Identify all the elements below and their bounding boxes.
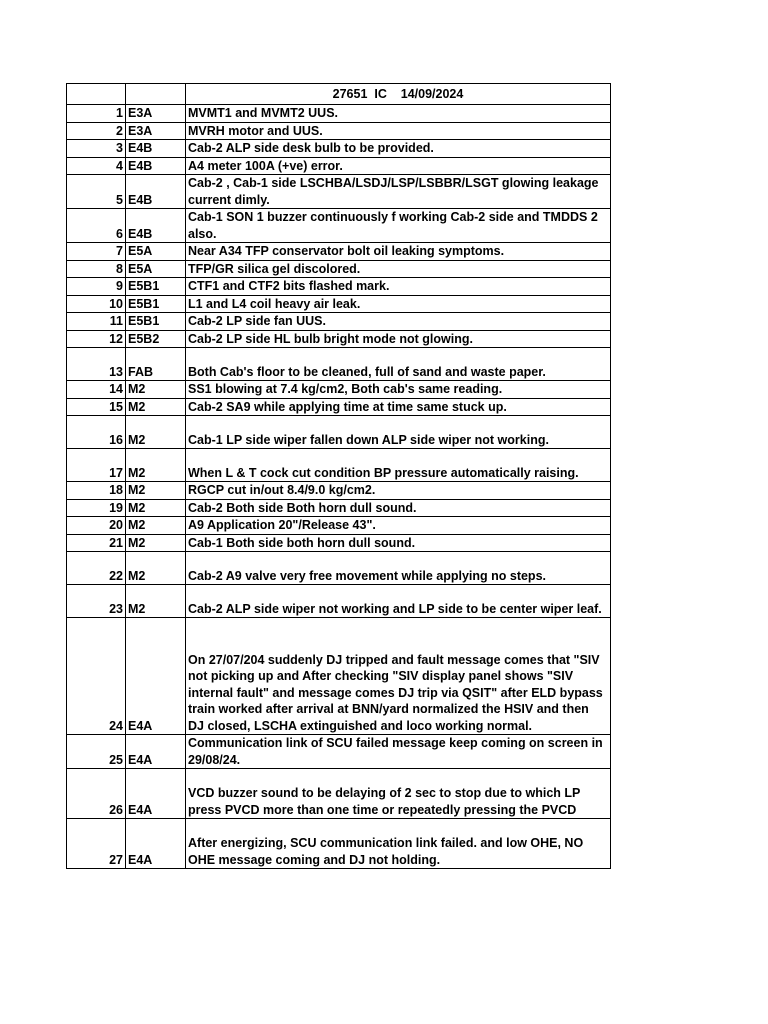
row-code: M2 bbox=[126, 517, 186, 535]
row-code: M2 bbox=[126, 416, 186, 449]
row-number: 9 bbox=[67, 278, 126, 296]
row-number: 26 bbox=[67, 769, 126, 819]
row-description: MVMT1 and MVMT2 UUS. bbox=[186, 105, 611, 123]
row-number: 17 bbox=[67, 449, 126, 482]
table-row bbox=[67, 330, 611, 348]
row-number: 10 bbox=[67, 295, 126, 313]
row-number: 15 bbox=[67, 398, 126, 416]
row-description: CTF1 and CTF2 bits flashed mark. bbox=[186, 278, 611, 296]
row-description: Cab-2 A9 valve very free movement while applying no steps. bbox=[186, 552, 611, 585]
row-number: 6 bbox=[67, 209, 126, 243]
table-row bbox=[67, 769, 611, 819]
row-number: 22 bbox=[67, 552, 126, 585]
row-code: E5B2 bbox=[126, 330, 186, 348]
row-code: E5B1 bbox=[126, 313, 186, 331]
table-row bbox=[67, 295, 611, 313]
row-number: 18 bbox=[67, 482, 126, 500]
table-row bbox=[67, 348, 611, 381]
row-description: Cab-2 Both side Both horn dull sound. bbox=[186, 499, 611, 517]
row-code: M2 bbox=[126, 398, 186, 416]
row-number: 21 bbox=[67, 534, 126, 552]
row-number: 3 bbox=[67, 140, 126, 158]
row-description: Near A34 TFP conservator bolt oil leaking symptoms. bbox=[186, 243, 611, 261]
row-code: M2 bbox=[126, 449, 186, 482]
table-row bbox=[67, 398, 611, 416]
table-row bbox=[67, 278, 611, 296]
row-number: 27 bbox=[67, 819, 126, 869]
fault-register-table bbox=[66, 83, 611, 869]
row-description: Communication link of SCU failed message keep coming on screen in 29/08/24. bbox=[186, 735, 611, 769]
table-row bbox=[67, 416, 611, 449]
table-row bbox=[67, 381, 611, 399]
table-row bbox=[67, 313, 611, 331]
row-description: SS1 blowing at 7.4 kg/cm2, Both cab's same reading. bbox=[186, 381, 611, 399]
table-row bbox=[67, 618, 611, 735]
row-number: 1 bbox=[67, 105, 126, 123]
table-row bbox=[67, 735, 611, 769]
row-code: M2 bbox=[126, 552, 186, 585]
row-number: 7 bbox=[67, 243, 126, 261]
row-code: M2 bbox=[126, 482, 186, 500]
row-code: M2 bbox=[126, 534, 186, 552]
row-description: Cab-2 LP side HL bulb bright mode not glowing. bbox=[186, 330, 611, 348]
row-description: Cab-1 SON 1 buzzer continuously f working Cab-2 side and TMDDS 2 also. bbox=[186, 209, 611, 243]
row-number: 11 bbox=[67, 313, 126, 331]
row-code: M2 bbox=[126, 381, 186, 399]
row-code: E4A bbox=[126, 735, 186, 769]
row-number: 12 bbox=[67, 330, 126, 348]
row-code: M2 bbox=[126, 585, 186, 618]
table-row bbox=[67, 157, 611, 175]
row-number: 19 bbox=[67, 499, 126, 517]
table-row bbox=[67, 105, 611, 123]
row-description: Cab-2 ALP side wiper not working and LP side to be center wiper leaf. bbox=[186, 585, 611, 618]
table-row bbox=[67, 482, 611, 500]
row-number: 2 bbox=[67, 122, 126, 140]
row-description: VCD buzzer sound to be delaying of 2 sec to stop due to which LP press PVCD more than one time or repeatedly pressing the PVCD bbox=[186, 769, 611, 819]
row-code: E4B bbox=[126, 140, 186, 158]
row-code: M2 bbox=[126, 499, 186, 517]
row-code: E4A bbox=[126, 819, 186, 869]
title-blank-cell bbox=[67, 84, 126, 105]
table-row bbox=[67, 517, 611, 535]
row-description: Cab-2 LP side fan UUS. bbox=[186, 313, 611, 331]
table-row bbox=[67, 122, 611, 140]
row-code: E3A bbox=[126, 122, 186, 140]
row-description: MVRH motor and UUS. bbox=[186, 122, 611, 140]
row-code: E3A bbox=[126, 105, 186, 123]
row-number: 24 bbox=[67, 618, 126, 735]
row-code: E4A bbox=[126, 618, 186, 735]
row-description: A4 meter 100A (+ve) error. bbox=[186, 157, 611, 175]
table-row bbox=[67, 243, 611, 261]
row-description: After energizing, SCU communication link failed. and low OHE, NO OHE message coming and DJ not holding. bbox=[186, 819, 611, 869]
row-code: E5A bbox=[126, 260, 186, 278]
table-row bbox=[67, 209, 611, 243]
row-number: 20 bbox=[67, 517, 126, 535]
table-row bbox=[67, 499, 611, 517]
row-number: 4 bbox=[67, 157, 126, 175]
title-blank-cell bbox=[126, 84, 186, 105]
sheet-title bbox=[186, 84, 611, 105]
table-row bbox=[67, 534, 611, 552]
row-code: E4B bbox=[126, 175, 186, 209]
row-description: L1 and L4 coil heavy air leak. bbox=[186, 295, 611, 313]
row-description: Cab-1 Both side both horn dull sound. bbox=[186, 534, 611, 552]
row-description: Both Cab's floor to be cleaned, full of sand and waste paper. bbox=[186, 348, 611, 381]
sheet-title-text: 27651 IC 14/09/2024 bbox=[332, 86, 464, 101]
row-number: 25 bbox=[67, 735, 126, 769]
row-number: 14 bbox=[67, 381, 126, 399]
row-code: FAB bbox=[126, 348, 186, 381]
table-row bbox=[67, 552, 611, 585]
row-description: Cab-2 ALP side desk bulb to be provided. bbox=[186, 140, 611, 158]
row-number: 13 bbox=[67, 348, 126, 381]
row-number: 23 bbox=[67, 585, 126, 618]
table-body bbox=[67, 84, 611, 869]
row-code: E4B bbox=[126, 157, 186, 175]
row-code: E5B1 bbox=[126, 295, 186, 313]
row-number: 16 bbox=[67, 416, 126, 449]
row-description: TFP/GR silica gel discolored. bbox=[186, 260, 611, 278]
row-description: Cab-2 , Cab-1 side LSCHBA/LSDJ/LSP/LSBBR/LSGT glowing leakage current dimly. bbox=[186, 175, 611, 209]
table-row bbox=[67, 140, 611, 158]
row-code: E4A bbox=[126, 769, 186, 819]
row-code: E5A bbox=[126, 243, 186, 261]
title-row bbox=[67, 84, 611, 105]
table-row bbox=[67, 449, 611, 482]
table-row bbox=[67, 585, 611, 618]
table-row bbox=[67, 175, 611, 209]
row-description: Cab-2 SA9 while applying time at time same stuck up. bbox=[186, 398, 611, 416]
row-description: Cab-1 LP side wiper fallen down ALP side wiper not working. bbox=[186, 416, 611, 449]
row-number: 8 bbox=[67, 260, 126, 278]
row-code: E5B1 bbox=[126, 278, 186, 296]
row-description: RGCP cut in/out 8.4/9.0 kg/cm2. bbox=[186, 482, 611, 500]
row-description: A9 Application 20"/Release 43". bbox=[186, 517, 611, 535]
row-number: 5 bbox=[67, 175, 126, 209]
row-description: When L & T cock cut condition BP pressure automatically raising. bbox=[186, 449, 611, 482]
table-row bbox=[67, 260, 611, 278]
row-description: On 27/07/204 suddenly DJ tripped and fault message comes that "SIV not picking up and After checking "SIV display panel shows "SIV internal fault" and message comes DJ trip via QSIT" after ELD bypass train worked after arrival at BNN/yard normalized the HSIV and then DJ closed, LSCHA extinguished and loco working normal. bbox=[186, 618, 611, 735]
table-row bbox=[67, 819, 611, 869]
row-code: E4B bbox=[126, 209, 186, 243]
